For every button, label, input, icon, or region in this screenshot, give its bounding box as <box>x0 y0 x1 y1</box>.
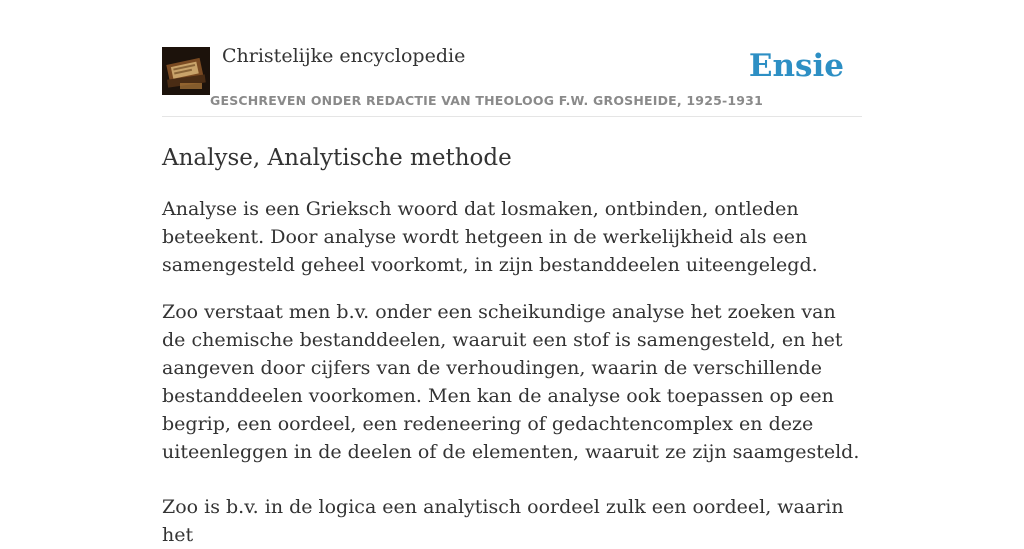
page-container <box>162 0 862 546</box>
article-paragraph: Zoo is b.v. in de logica een analytisch oordeel zulk een oordeel, waarin het <box>162 496 844 546</box>
site-name[interactable]: Christelijke encyclopedie <box>222 45 466 67</box>
ensie-logo-link[interactable]: Ensie <box>748 48 844 84</box>
article-paragraph: Zoo verstaat men b.v. onder een scheikundige analyse het zoeken van de chemische bestanddeelen, waaruit een stof is samengesteld, en het aangeven door cijfers van de verhoudingen, waarin de verschillende bestanddeelen voorkomen. Men kan de analyse ook toepassen op een begrip, een oordeel, een redeneering of gedachtencomplex en deze uiteenleggen in de deelen of de elementen, waaruit ze zijn saamgesteld. <box>162 301 860 463</box>
article-title: Analyse, Analytische methode <box>162 145 512 171</box>
encyclopedia-subtitle: GESCHREVEN ONDER REDACTIE VAN THEOLOOG F.W. GROSHEIDE, 1925-1931 <box>210 93 763 108</box>
article-body <box>162 195 862 549</box>
book-photo-icon <box>162 47 210 95</box>
article-paragraph: Analyse is een Grieksch woord dat losmaken, ontbinden, ontleden beteekent. Door analyse wordt hetgeen in de werkelijkheid als een samengesteld geheel voorkomt, in zijn bestanddeelen uiteengelegd. <box>162 198 818 276</box>
encyclopedia-avatar[interactable] <box>162 47 210 95</box>
site-header <box>162 0 862 117</box>
